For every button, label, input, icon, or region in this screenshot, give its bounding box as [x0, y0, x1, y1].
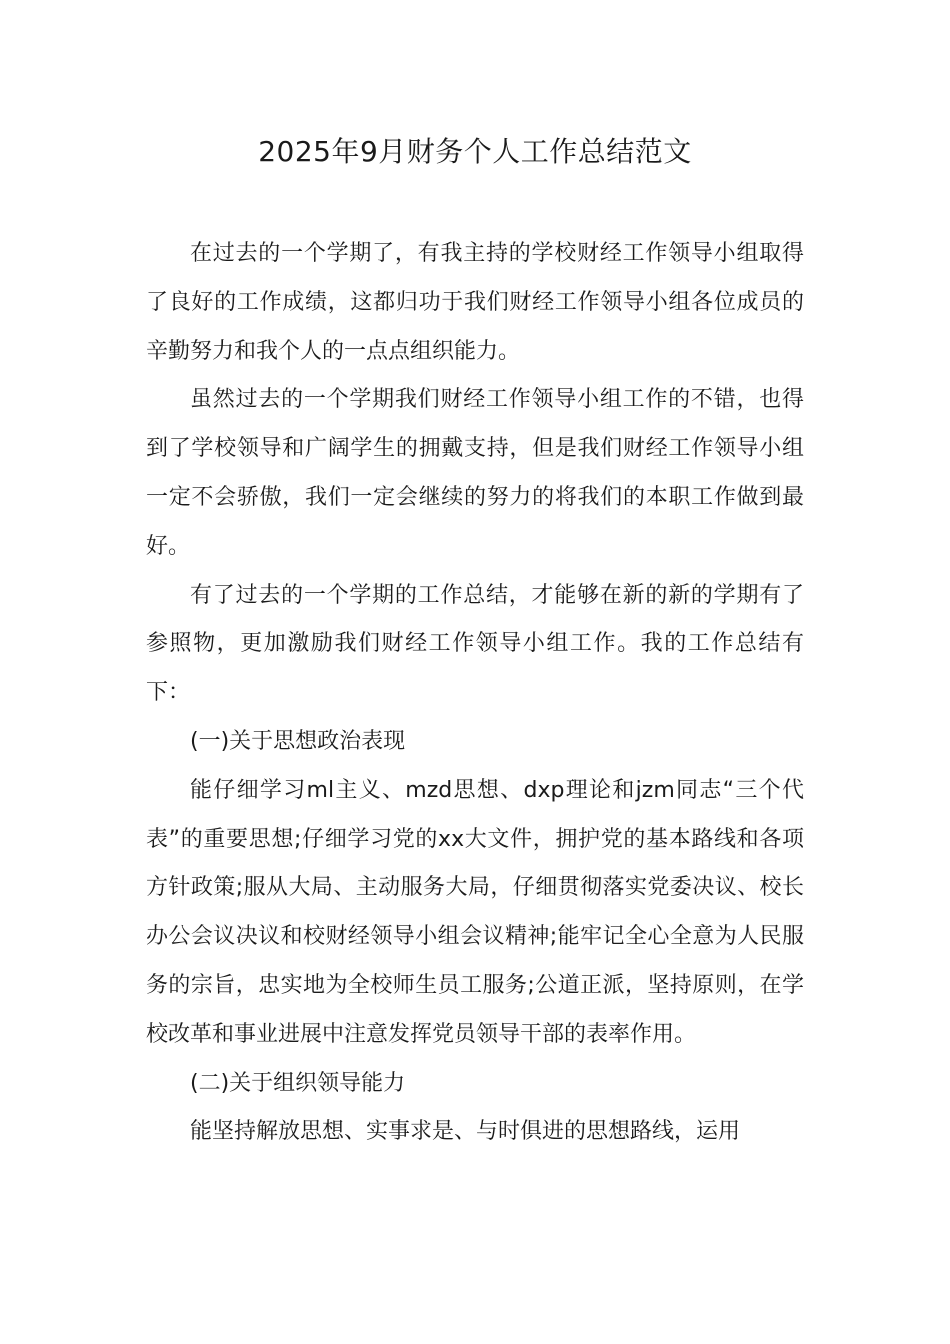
- paragraph-intro: 在过去的一个学期了，有我主持的学校财经工作领导小组取得了良好的工作成绩，这都归功于我们财经工作领导小组各位成员的辛勤努力和我个人的一点点组织能力。: [146, 241, 804, 364]
- document-body: [146, 230, 804, 1157]
- section-heading-leadership: (二)关于组织领导能力: [190, 1070, 406, 1096]
- section-heading-political: (一)关于思想政治表现: [190, 728, 406, 754]
- document-title: 2025年9月财务个人工作总结范文: [258, 135, 692, 168]
- paragraph-political: 能仔细学习ml主义、mzd思想、dxp理论和jzm同志“三个代表”的重要思想;仔细学习党的xx大文件，拥护党的基本路线和各项方针政策;服从大局、主动服务大局，仔细贯彻落实党委决议、校长办公会议决议和校财经领导小组会议精神;能牢记全心全意为人民服务的宗旨，忠实地为全校师生员工服务;公道正派，坚持原则，在学校改革和事业进展中注意发挥党员领导干部的表率作用。: [146, 777, 804, 1047]
- paragraph-leadership: 能坚持解放思想、实事求是、与时俱进的思想路线，运用: [190, 1119, 741, 1145]
- paragraph-summary-lead: 有了过去的一个学期的工作总结，才能够在新的新的学期有了参照物，更加激励我们财经工作领导小组工作。我的工作总结有下：: [146, 582, 804, 706]
- paragraph-commitment: 虽然过去的一个学期我们财经工作领导小组工作的不错，也得到了学校领导和广阔学生的拥戴支持，但是我们财经工作领导小组一定不会骄傲，我们一定会继续的努力的将我们的本职工作做到最好。: [146, 387, 804, 559]
